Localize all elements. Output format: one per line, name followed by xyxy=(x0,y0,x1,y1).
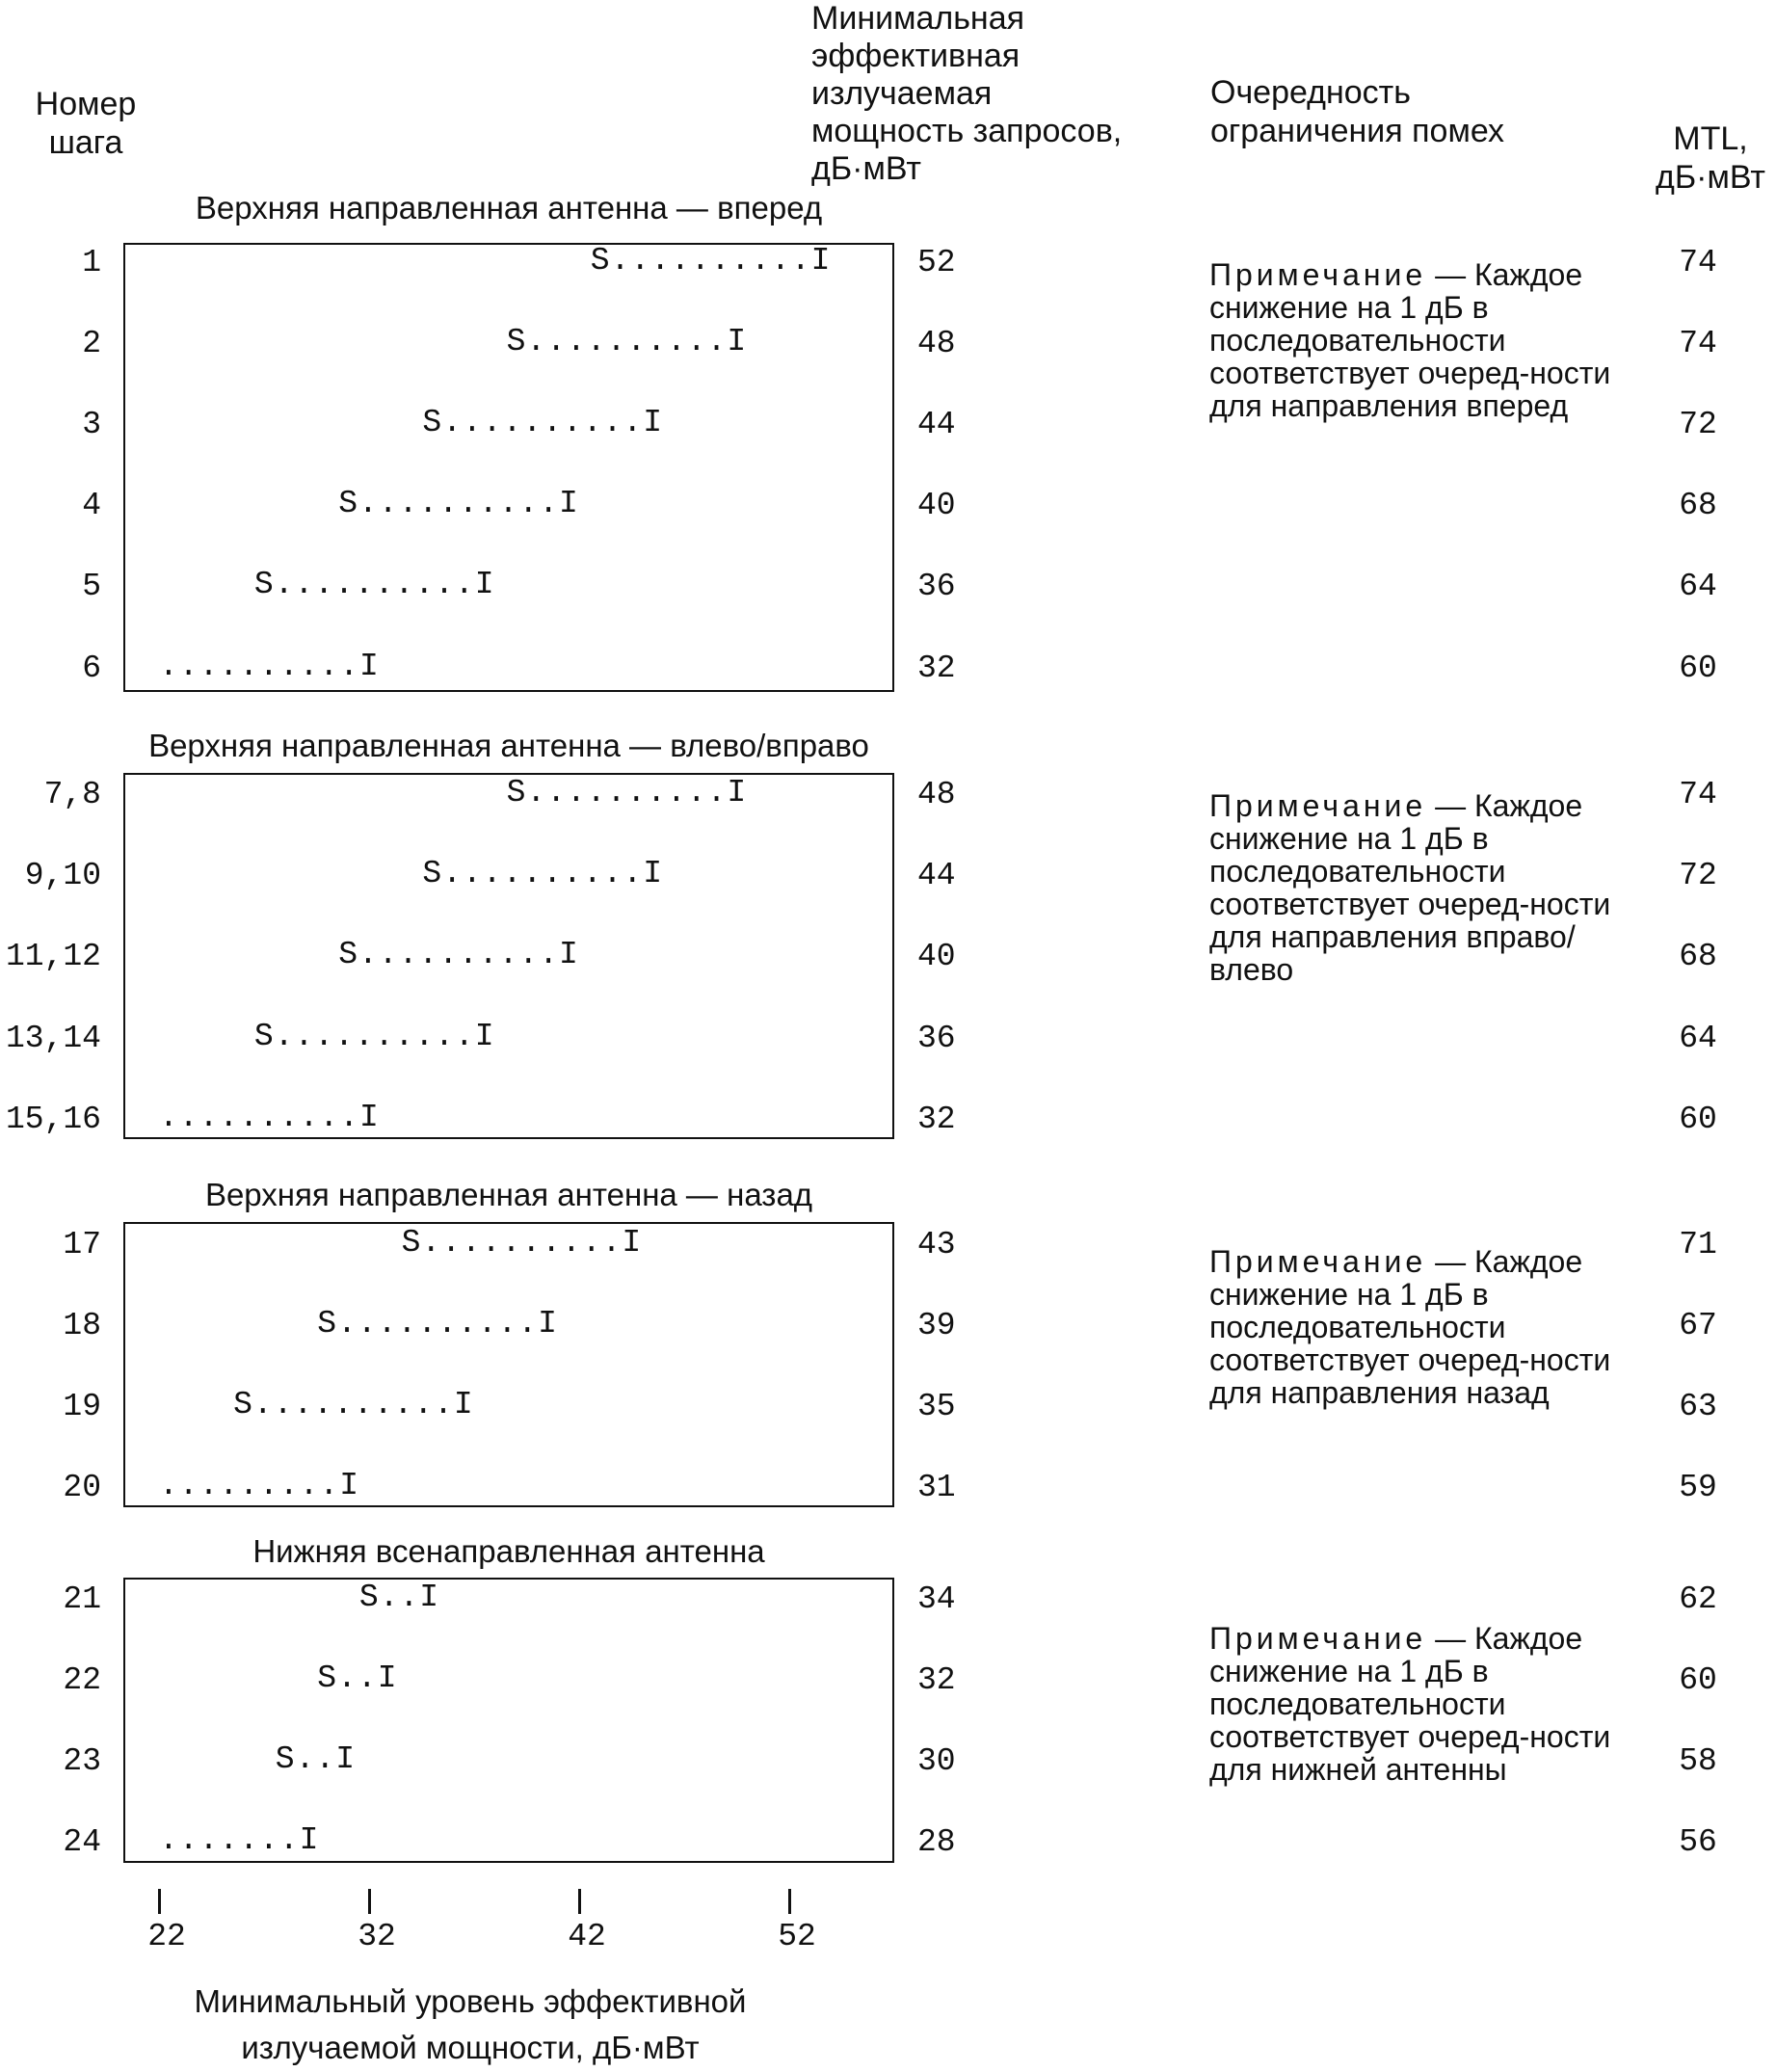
mtl-value: 64 xyxy=(1679,569,1717,604)
section-plot-box xyxy=(123,243,894,692)
min-erp-value: 44 xyxy=(917,407,956,442)
x-axis-tick-label: 52 xyxy=(778,1919,816,1954)
note-heading: Примечание xyxy=(1209,257,1427,292)
interference-order-header: Очередность ограничения помех xyxy=(1210,74,1505,149)
mtl-value: 56 xyxy=(1679,1824,1717,1860)
section-title: Нижняя всенаправленная антенна xyxy=(252,1533,765,1569)
min-erp-header: Минимальная эффективная излучаемая мощность запросов, дБ·мВт xyxy=(811,0,1123,187)
mtl-value: 60 xyxy=(1679,1102,1717,1137)
min-erp-value: 40 xyxy=(917,488,956,523)
interval-bar: S..........I xyxy=(506,775,748,810)
min-erp-value: 44 xyxy=(917,858,956,893)
step-number: 13,14 xyxy=(5,1021,101,1056)
mtl-value: 74 xyxy=(1679,245,1717,280)
x-axis-tick-label: 32 xyxy=(358,1919,396,1954)
min-erp-value: 40 xyxy=(917,939,956,974)
min-erp-value: 35 xyxy=(917,1389,956,1424)
mtl-value: 60 xyxy=(1679,651,1717,686)
min-erp-value: 48 xyxy=(917,777,956,812)
interval-bar: S..........I xyxy=(338,486,579,521)
min-erp-value: 39 xyxy=(917,1308,956,1343)
mtl-value: 67 xyxy=(1679,1308,1717,1343)
interval-bar: S..........I xyxy=(253,567,495,602)
min-erp-value: 32 xyxy=(917,1662,956,1698)
step-number: 22 xyxy=(63,1662,101,1698)
section-note xyxy=(1209,789,1633,986)
min-erp-value: 28 xyxy=(917,1824,956,1860)
mtl-value: 64 xyxy=(1679,1021,1717,1056)
step-number: 19 xyxy=(63,1389,101,1424)
section-title: Верхняя направленная антенна — назад xyxy=(204,1177,813,1212)
interval-bar: S..........I xyxy=(401,1225,643,1261)
step-number: 3 xyxy=(82,407,101,442)
interval-bar: S..........I xyxy=(253,1019,495,1054)
step-number: 20 xyxy=(63,1470,101,1505)
interval-bar: S..........I xyxy=(317,1306,558,1341)
mtl-value: 74 xyxy=(1679,326,1717,361)
interval-bar: .......I xyxy=(159,1822,320,1858)
step-number: 1 xyxy=(82,245,101,280)
step-number: 7,8 xyxy=(43,777,101,812)
step-number: 17 xyxy=(63,1227,101,1262)
x-axis-tick-label: 22 xyxy=(147,1919,186,1954)
interval-bar: S..........I xyxy=(422,405,664,440)
note-body: — Каждое снижение на 1 дБ в последовательности соответствует очеред-ности для направления назад xyxy=(1209,1244,1611,1410)
step-number: 2 xyxy=(82,326,101,361)
min-erp-value: 32 xyxy=(917,651,956,686)
section-plot-box xyxy=(123,1222,894,1507)
section-plot-box xyxy=(123,1578,894,1863)
step-number: 24 xyxy=(63,1824,101,1860)
note-heading: Примечание xyxy=(1209,788,1427,823)
interval-bar: S..........I xyxy=(338,937,579,972)
interval-bar: S..........I xyxy=(506,324,748,359)
note-heading: Примечание xyxy=(1209,1244,1427,1279)
interval-bar: .........I xyxy=(159,1468,360,1503)
note-body: — Каждое снижение на 1 дБ в последовательности соответствует очеред-ности для нижней антенны xyxy=(1209,1621,1611,1787)
step-number: 23 xyxy=(63,1743,101,1779)
mtl-value: 68 xyxy=(1679,939,1717,974)
step-number: 15,16 xyxy=(5,1102,101,1137)
x-axis-tick xyxy=(578,1889,581,1914)
section-note xyxy=(1209,1245,1633,1409)
x-axis-tick xyxy=(788,1889,791,1914)
step-number: 21 xyxy=(63,1581,101,1617)
section-title: Верхняя направленная антенна — вперед xyxy=(195,190,823,226)
mtl-value: 60 xyxy=(1679,1662,1717,1698)
min-erp-value: 36 xyxy=(917,1021,956,1056)
note-body: — Каждое снижение на 1 дБ в последовательности соответствует очеред-ности для направления вправо/влево xyxy=(1209,788,1611,987)
min-erp-value: 34 xyxy=(917,1581,956,1617)
mtl-value: 71 xyxy=(1679,1227,1717,1262)
mtl-value: 63 xyxy=(1679,1389,1717,1424)
step-number-header: Номер шага xyxy=(35,86,137,161)
mtl-header: MTL, дБ·мВт xyxy=(1656,120,1765,196)
interval-bar: S..........I xyxy=(590,243,832,279)
x-axis-label: Минимальный уровень эффективной xyxy=(194,1983,747,2019)
section-note xyxy=(1209,258,1633,422)
interval-bar: S..........I xyxy=(233,1387,474,1422)
mtl-value: 72 xyxy=(1679,407,1717,442)
mtl-value: 74 xyxy=(1679,777,1717,812)
section-note xyxy=(1209,1622,1633,1786)
min-erp-value: 48 xyxy=(917,326,956,361)
interval-bar: ..........I xyxy=(159,649,380,684)
mtl-value: 68 xyxy=(1679,488,1717,523)
x-axis-tick-label: 42 xyxy=(568,1919,606,1954)
x-axis-label-line2: излучаемой мощности, дБ·мВт xyxy=(241,2030,700,2065)
mtl-value: 62 xyxy=(1679,1581,1717,1617)
step-number: 18 xyxy=(63,1308,101,1343)
note-heading: Примечание xyxy=(1209,1621,1427,1656)
x-axis-tick xyxy=(158,1889,161,1914)
min-erp-value: 30 xyxy=(917,1743,956,1779)
step-number: 4 xyxy=(82,488,101,523)
interval-bar: ..........I xyxy=(159,1100,380,1135)
min-erp-value: 43 xyxy=(917,1227,956,1262)
step-number: 9,10 xyxy=(24,858,101,893)
interval-bar: S..I xyxy=(275,1741,357,1777)
note-body: — Каждое снижение на 1 дБ в последовательности соответствует очеред-ности для направления вперед xyxy=(1209,257,1611,423)
mtl-value: 58 xyxy=(1679,1743,1717,1779)
min-erp-value: 36 xyxy=(917,569,956,604)
step-number: 6 xyxy=(82,651,101,686)
step-number: 11,12 xyxy=(5,939,101,974)
min-erp-value: 32 xyxy=(917,1102,956,1137)
section-title: Верхняя направленная антенна — влево/вправо xyxy=(148,728,869,763)
interval-bar: S..I xyxy=(358,1580,440,1615)
mtl-value: 59 xyxy=(1679,1470,1717,1505)
min-erp-value: 31 xyxy=(917,1470,956,1505)
x-axis-tick xyxy=(368,1889,371,1914)
min-erp-value: 52 xyxy=(917,245,956,280)
interval-bar: S..........I xyxy=(422,856,664,891)
step-number: 5 xyxy=(82,569,101,604)
mtl-value: 72 xyxy=(1679,858,1717,893)
interval-bar: S..I xyxy=(317,1660,398,1696)
